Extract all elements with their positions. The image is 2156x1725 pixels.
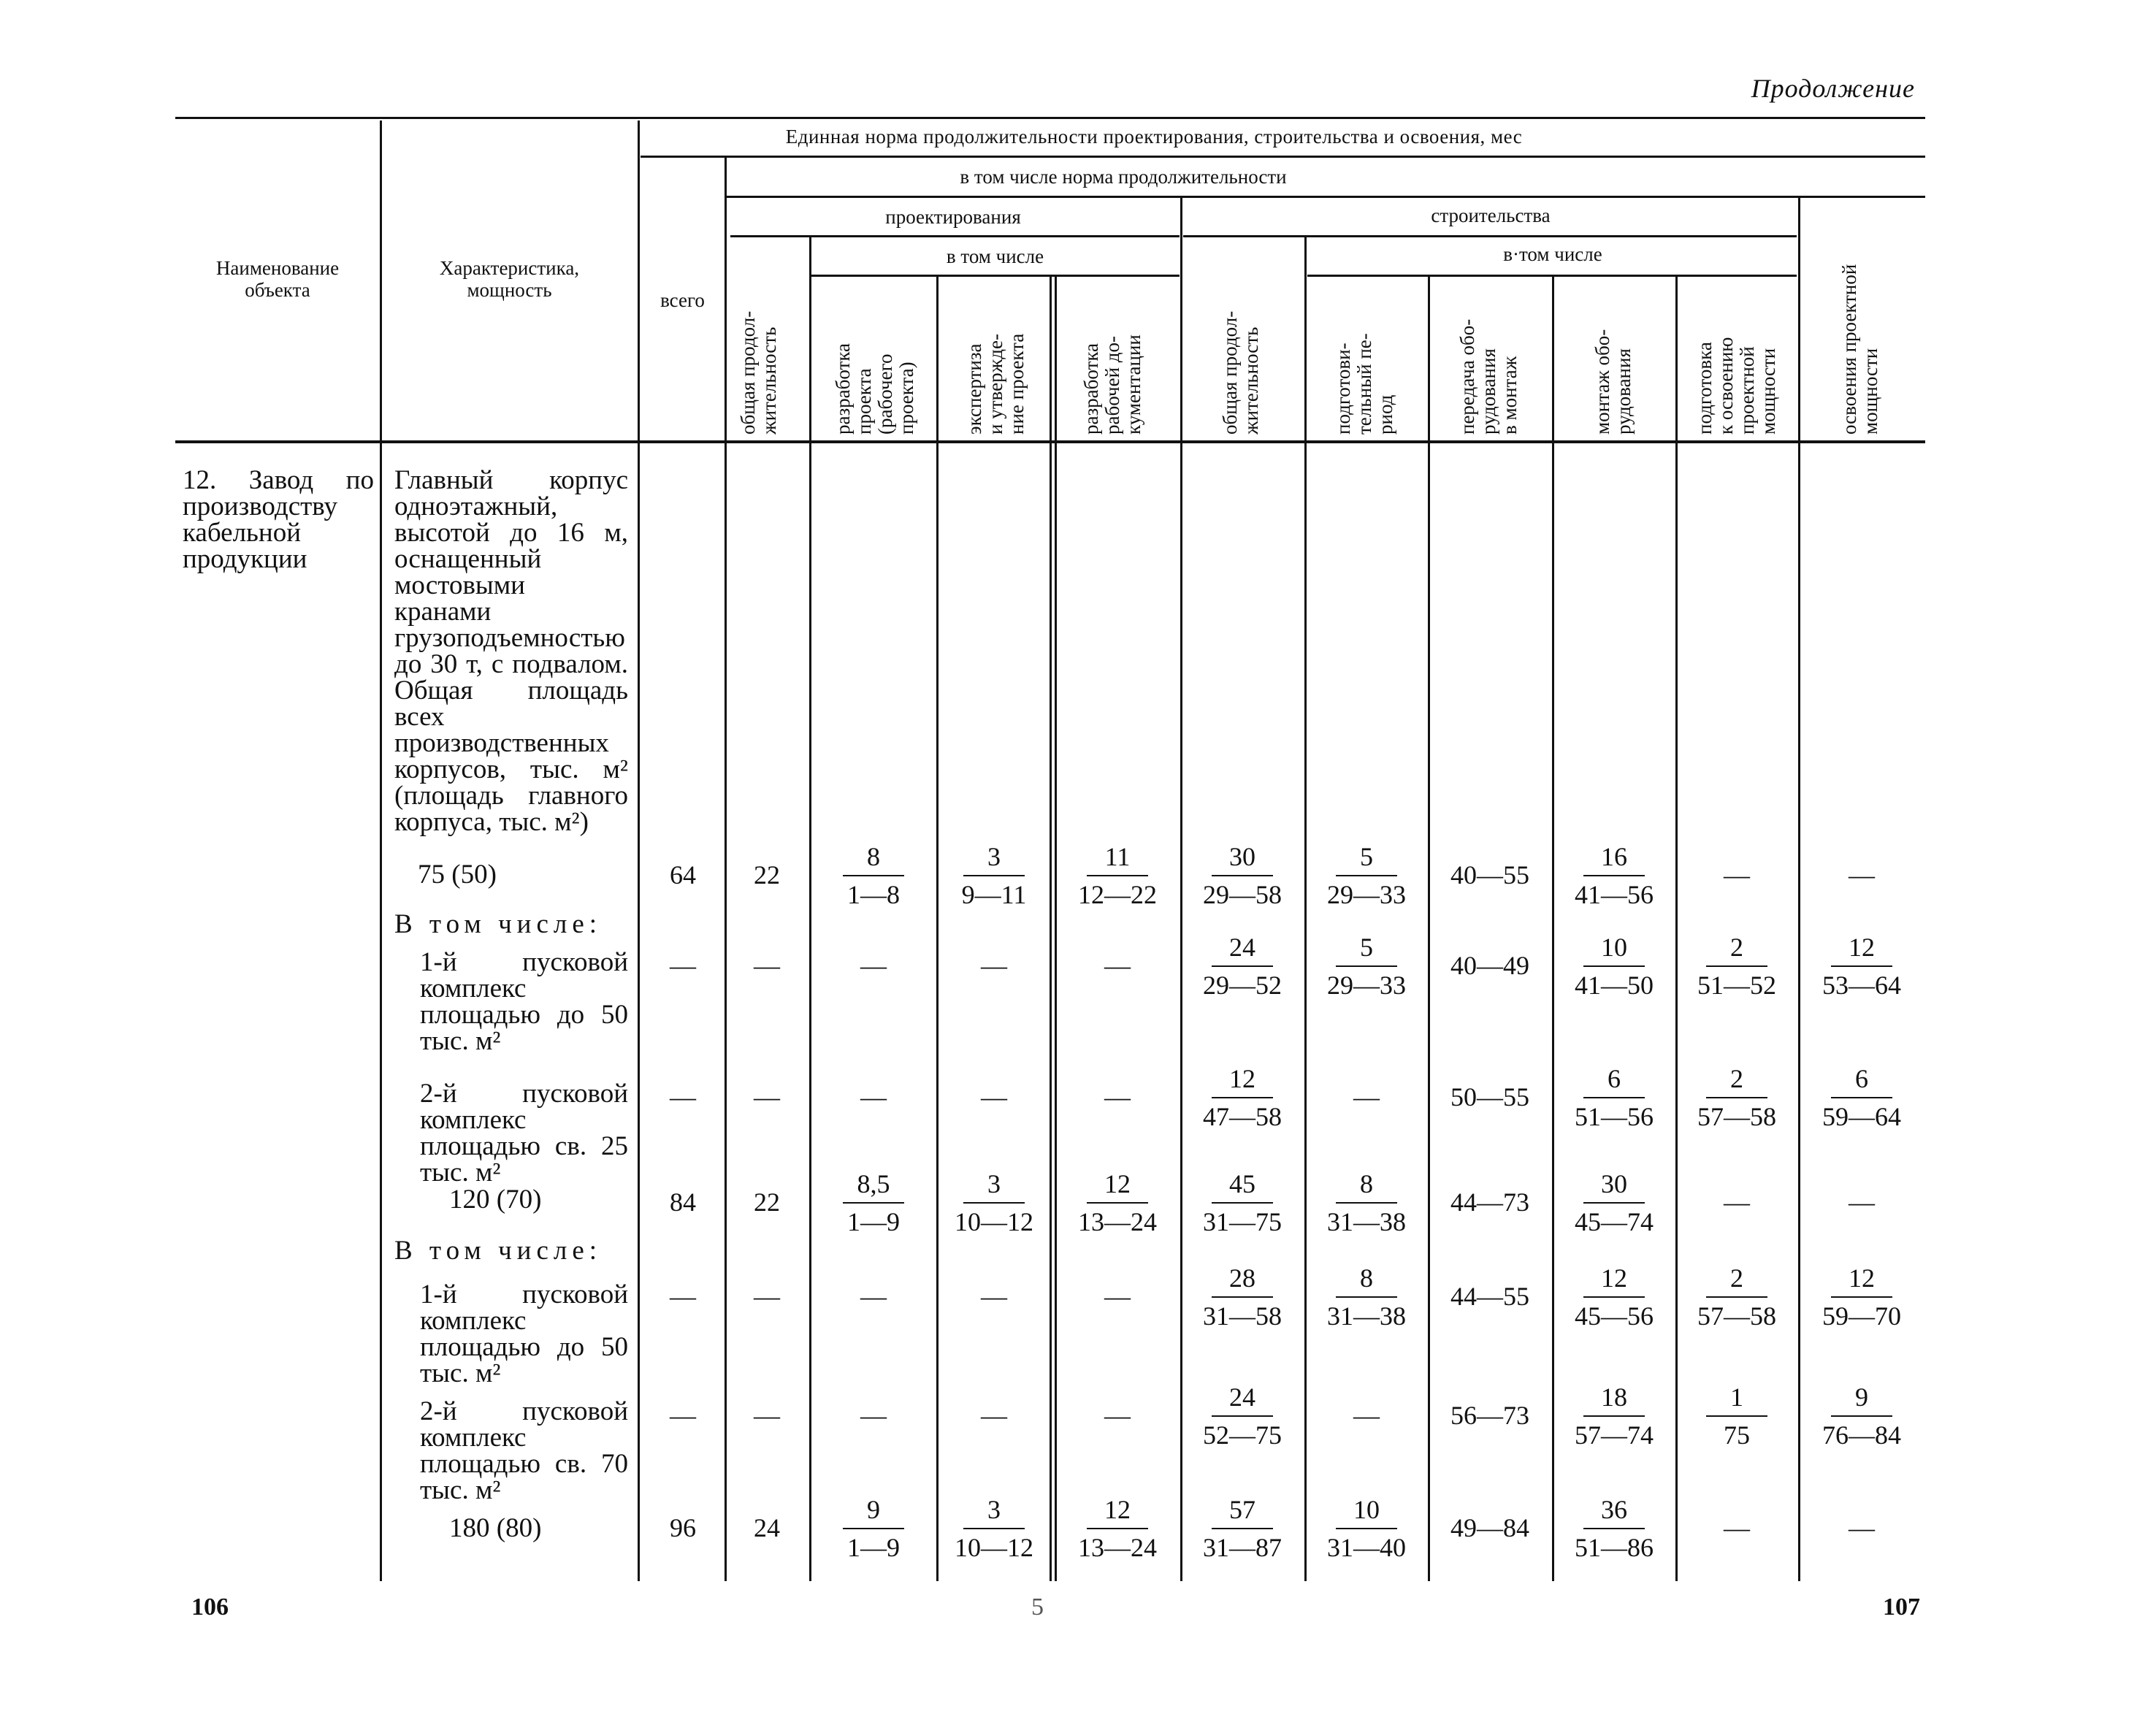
- fraction-bar: [1212, 1528, 1273, 1529]
- fraction-duration: 1: [1730, 1382, 1743, 1412]
- fraction-bar: [1831, 1097, 1892, 1098]
- fraction-cell-master: [1814, 932, 1909, 1001]
- header-constr-ready: подготовка к освоению проектной мощности: [1694, 337, 1779, 435]
- col-line-6a: [1050, 276, 1052, 1581]
- fraction-period: 57—58: [1697, 1301, 1776, 1331]
- fraction-period: 47—58: [1203, 1102, 1282, 1131]
- col-line-5: [936, 276, 939, 1581]
- value-cell-ctrans: 50—55: [1450, 1082, 1529, 1112]
- fraction-cell-cready: [1689, 932, 1784, 1001]
- header-design-expertise: экспертиза и утвержде- ние проекта: [963, 333, 1028, 435]
- col-line-7: [1180, 197, 1182, 1581]
- header-characteristic: Характеристика, мощность: [439, 257, 580, 301]
- fraction-bar: [1336, 875, 1397, 876]
- fraction-period: 31—75: [1203, 1207, 1282, 1236]
- fraction-bar: [1831, 965, 1892, 967]
- value-cell-cready: —: [1724, 1187, 1750, 1217]
- value-cell-master: —: [1849, 1187, 1875, 1217]
- fraction-period: 41—56: [1575, 880, 1654, 909]
- fraction-cell-master: [1814, 1063, 1909, 1132]
- fraction-period: 51—52: [1697, 971, 1776, 1000]
- col-line-2: [638, 121, 640, 1581]
- fraction-duration: 6: [1855, 1064, 1868, 1093]
- fraction-duration: 24: [1229, 933, 1255, 962]
- fraction-period: 29—33: [1327, 971, 1406, 1000]
- value-cell-dexp: —: [981, 1282, 1007, 1311]
- row-label-5: 120 (70): [449, 1185, 542, 1215]
- fraction-period: 29—52: [1203, 971, 1282, 1000]
- fraction-bar: [1583, 875, 1645, 876]
- fraction-cell-cgen: [1195, 841, 1290, 910]
- fraction-duration: 5: [1360, 933, 1373, 962]
- fraction-bar: [843, 1528, 904, 1529]
- fraction-cell-cmount: [1567, 932, 1662, 1001]
- fraction-bar: [1583, 965, 1645, 967]
- fraction-bar: [1212, 1202, 1273, 1204]
- fraction-period: 31—38: [1327, 1207, 1406, 1236]
- row-label-7: 1-й пусковой комплекс площадью до 50 тыс. м²: [420, 1280, 628, 1388]
- header-design-incl: в том числе: [946, 245, 1044, 267]
- header-incl: в том числе норма продолжительности: [960, 166, 1287, 188]
- header-constr-mount: монтаж обо- рудования: [1591, 329, 1635, 435]
- fraction-duration: 10: [1601, 933, 1627, 962]
- value-cell-cready: —: [1724, 860, 1750, 890]
- fraction-bar: [963, 1202, 1025, 1204]
- fraction-period: 1—8: [847, 880, 900, 909]
- fraction-bar: [1087, 1202, 1148, 1204]
- fraction-bar: [1583, 1202, 1645, 1204]
- header-design: проектирования: [885, 206, 1021, 228]
- fraction-cell-cmount: [1567, 1494, 1662, 1563]
- fraction-duration: 57: [1229, 1495, 1255, 1524]
- fraction-duration: 9: [1855, 1382, 1868, 1412]
- fraction-period: 31—58: [1203, 1301, 1282, 1331]
- fraction-bar: [1583, 1415, 1645, 1417]
- value-cell-master: —: [1849, 860, 1875, 890]
- value-cell-ddoc: —: [1104, 1282, 1131, 1311]
- fraction-bar: [1336, 1296, 1397, 1298]
- header-constr-transfer: передача обо- рудования в монтаж: [1456, 318, 1521, 435]
- value-cell-cprep: —: [1353, 1082, 1380, 1112]
- fraction-period: 13—24: [1078, 1207, 1157, 1236]
- value-cell-dexp: —: [981, 951, 1007, 980]
- fraction-duration: 12: [1601, 1263, 1627, 1293]
- value-cell-ctrans: 44—55: [1450, 1282, 1529, 1311]
- fraction-bar: [843, 1202, 904, 1204]
- fraction-period: 57—58: [1697, 1102, 1776, 1131]
- fraction-cell-cgen: [1195, 1494, 1290, 1563]
- col-line-11: [1675, 276, 1678, 1581]
- value-cell-total: 96: [670, 1513, 696, 1542]
- fraction-cell-dexp: [947, 841, 1041, 910]
- fraction-duration: 11: [1104, 842, 1131, 871]
- fraction-bar: [1583, 1097, 1645, 1098]
- fraction-period: 9—11: [961, 880, 1027, 909]
- fraction-cell-dproj: [826, 841, 921, 910]
- value-cell-total: 64: [670, 860, 696, 890]
- fraction-duration: 12: [1229, 1064, 1255, 1093]
- fraction-bar: [1087, 875, 1148, 876]
- rule-under-incl: [727, 196, 1925, 198]
- value-cell-ctrans: 44—73: [1450, 1187, 1529, 1217]
- value-cell-master: —: [1849, 1513, 1875, 1542]
- fraction-cell-ddoc: [1070, 1494, 1165, 1563]
- value-cell-total: —: [670, 1401, 696, 1430]
- fraction-cell-cready: [1689, 1063, 1784, 1132]
- value-cell-dgen: —: [754, 1282, 780, 1311]
- fraction-cell-cgen: [1195, 1263, 1290, 1331]
- fraction-duration: 2: [1730, 1263, 1743, 1293]
- fraction-duration: 18: [1601, 1382, 1627, 1412]
- row-label-4: 2-й пусковой комплекс площадью св. 25 тыс. м²: [420, 1079, 628, 1187]
- value-cell-ddoc: —: [1104, 951, 1131, 980]
- fraction-period: 75: [1724, 1420, 1750, 1450]
- fraction-duration: 2: [1730, 933, 1743, 962]
- fraction-bar: [1831, 1296, 1892, 1298]
- value-cell-dexp: —: [981, 1401, 1007, 1430]
- fraction-period: 51—86: [1575, 1533, 1654, 1562]
- fraction-bar: [1706, 965, 1767, 967]
- fraction-period: 59—70: [1822, 1301, 1901, 1331]
- value-cell-ddoc: —: [1104, 1401, 1131, 1430]
- header-constr-prep: подготови- тельный пе- риод: [1332, 333, 1396, 435]
- fraction-cell-cgen: [1195, 1063, 1290, 1132]
- table-top-border: [175, 117, 1925, 119]
- fraction-duration: 6: [1608, 1064, 1621, 1093]
- rule-under-constr: [1183, 235, 1797, 237]
- value-cell-dexp: —: [981, 1082, 1007, 1112]
- row-label-3: 1-й пусковой комплекс площадью до 50 тыс. м²: [420, 947, 628, 1056]
- fraction-cell-cprep: [1319, 932, 1414, 1001]
- value-cell-ctrans: 40—49: [1450, 951, 1529, 980]
- fraction-bar: [1212, 1097, 1273, 1098]
- fraction-period: 41—50: [1575, 971, 1654, 1000]
- fraction-duration: 9: [867, 1495, 880, 1524]
- fraction-bar: [963, 875, 1025, 876]
- fraction-period: 45—56: [1575, 1301, 1654, 1331]
- value-cell-ctrans: 49—84: [1450, 1513, 1529, 1542]
- fraction-cell-cready: [1689, 1382, 1784, 1450]
- value-cell-ctrans: 56—73: [1450, 1401, 1529, 1430]
- fraction-bar: [1212, 1415, 1273, 1417]
- value-cell-dgen: 22: [754, 860, 780, 890]
- object-characteristic: Главный корпус одноэтажный, высотой до 16 м, оснащенный мостовыми кранами грузоподъемностью до 30 т, с подвалом. Общая площадь всех производственных корпусов, тыс. м² (площадь главного корпуса, тыс. м²): [394, 465, 628, 837]
- fraction-cell-ddoc: [1070, 1169, 1165, 1237]
- fraction-period: 31—40: [1327, 1533, 1406, 1562]
- value-cell-cready: —: [1724, 1513, 1750, 1542]
- fraction-cell-cready: [1689, 1263, 1784, 1331]
- fraction-period: 51—56: [1575, 1102, 1654, 1131]
- fraction-cell-dexp: [947, 1494, 1041, 1563]
- fraction-bar: [843, 875, 904, 876]
- row-label-6: В том числе:: [394, 1236, 603, 1266]
- fraction-cell-ddoc: [1070, 841, 1165, 910]
- value-cell-total: —: [670, 1282, 696, 1311]
- fraction-cell-dproj: [826, 1494, 921, 1563]
- fraction-period: 10—12: [955, 1207, 1033, 1236]
- fraction-duration: 16: [1601, 842, 1627, 871]
- fraction-duration: 30: [1229, 842, 1255, 871]
- value-cell-dgen: —: [754, 1401, 780, 1430]
- fraction-period: 31—38: [1327, 1301, 1406, 1331]
- fraction-period: 12—22: [1078, 880, 1157, 909]
- fraction-cell-cgen: [1195, 932, 1290, 1001]
- fraction-cell-dproj: [826, 1169, 921, 1237]
- page-number-right: 107: [1883, 1594, 1920, 1621]
- fraction-duration: 2: [1730, 1064, 1743, 1093]
- fraction-bar: [1336, 1202, 1397, 1204]
- header-constr-general: общая продол- жительность: [1219, 310, 1262, 435]
- col-line-6b: [1055, 276, 1057, 1581]
- fraction-cell-dexp: [947, 1169, 1041, 1237]
- row-label-2: В том числе:: [394, 909, 603, 939]
- fraction-bar: [1087, 1528, 1148, 1529]
- fraction-bar: [1583, 1296, 1645, 1298]
- rule-under-main: [641, 156, 1925, 158]
- fraction-duration: 12: [1104, 1169, 1131, 1198]
- col-line-12: [1798, 197, 1800, 1581]
- value-cell-dgen: 22: [754, 1187, 780, 1217]
- fraction-duration: 3: [987, 1495, 1001, 1524]
- fraction-duration: 8: [1360, 1263, 1373, 1293]
- fraction-cell-cmount: [1567, 1263, 1662, 1331]
- fraction-bar: [1212, 875, 1273, 876]
- col-line-4: [809, 237, 811, 1581]
- header-constr: строительства: [1431, 204, 1551, 226]
- fraction-period: 1—9: [847, 1207, 900, 1236]
- fraction-bar: [1706, 1296, 1767, 1298]
- header-main: Единная норма продолжительности проектирования, строительства и освоения, мес: [785, 126, 1523, 148]
- fraction-bar: [1212, 965, 1273, 967]
- fraction-duration: 24: [1229, 1382, 1255, 1412]
- fraction-bar: [1336, 965, 1397, 967]
- fraction-duration: 10: [1353, 1495, 1380, 1524]
- fraction-period: 1—9: [847, 1533, 900, 1562]
- fraction-period: 59—64: [1822, 1102, 1901, 1131]
- fraction-duration: 30: [1601, 1169, 1627, 1198]
- value-cell-total: 84: [670, 1187, 696, 1217]
- fraction-cell-cprep: [1319, 1494, 1414, 1563]
- fraction-cell-cprep: [1319, 1263, 1414, 1331]
- row-label-8: 2-й пусковой комплекс площадью св. 70 тыс. м²: [420, 1396, 628, 1505]
- value-cell-dproj: —: [860, 1401, 887, 1430]
- fraction-period: 57—74: [1575, 1420, 1654, 1450]
- fraction-cell-cprep: [1319, 841, 1414, 910]
- fraction-cell-cprep: [1319, 1169, 1414, 1237]
- rule-under-design: [730, 235, 1180, 237]
- col-line-1: [380, 121, 382, 1581]
- value-cell-dgen: —: [754, 951, 780, 980]
- fraction-cell-master: [1814, 1263, 1909, 1331]
- object-name: 12. Завод по производству кабельной продукции: [183, 465, 374, 574]
- header-design-project: разработка проекта (рабочего проекта): [832, 343, 917, 435]
- fraction-cell-cmount: [1567, 1063, 1662, 1132]
- value-cell-dproj: —: [860, 951, 887, 980]
- value-cell-dgen: 24: [754, 1513, 780, 1542]
- value-cell-total: —: [670, 951, 696, 980]
- fraction-cell-master: [1814, 1382, 1909, 1450]
- fraction-period: 52—75: [1203, 1420, 1282, 1450]
- fraction-bar: [963, 1528, 1025, 1529]
- fraction-cell-cmount: [1567, 1382, 1662, 1450]
- fraction-period: 31—87: [1203, 1533, 1282, 1562]
- value-cell-dproj: —: [860, 1282, 887, 1311]
- header-mastering: освоения проектной мощности: [1838, 264, 1881, 435]
- fraction-period: 10—12: [955, 1533, 1033, 1562]
- value-cell-total: —: [670, 1082, 696, 1112]
- col-line-8: [1304, 237, 1307, 1581]
- fraction-duration: 5: [1360, 842, 1373, 871]
- header-constr-incl: в·том числе: [1503, 243, 1602, 265]
- fraction-period: 53—64: [1822, 971, 1901, 1000]
- fraction-duration: 3: [987, 842, 1001, 871]
- fraction-duration: 12: [1104, 1495, 1131, 1524]
- fraction-bar: [1706, 1097, 1767, 1098]
- row-label-9: 180 (80): [449, 1513, 542, 1543]
- fraction-duration: 8: [1360, 1169, 1373, 1198]
- fraction-bar: [1336, 1528, 1397, 1529]
- fraction-duration: 12: [1849, 1263, 1875, 1293]
- page-number-center: 5: [1031, 1594, 1044, 1621]
- value-cell-dgen: —: [754, 1082, 780, 1112]
- fraction-duration: 12: [1849, 933, 1875, 962]
- fraction-duration: 45: [1229, 1169, 1255, 1198]
- fraction-bar: [1706, 1415, 1767, 1417]
- fraction-bar: [1212, 1296, 1273, 1298]
- fraction-period: 13—24: [1078, 1533, 1157, 1562]
- row-label-1: 75 (50): [418, 860, 497, 890]
- fraction-duration: 8: [867, 842, 880, 871]
- col-line-10: [1552, 276, 1554, 1581]
- fraction-bar: [1583, 1528, 1645, 1529]
- fraction-period: 76—84: [1822, 1420, 1901, 1450]
- col-line-9: [1428, 276, 1430, 1581]
- header-total: всего: [660, 289, 705, 311]
- fraction-duration: 36: [1601, 1495, 1627, 1524]
- value-cell-dproj: —: [860, 1082, 887, 1112]
- fraction-duration: 28: [1229, 1263, 1255, 1293]
- value-cell-ctrans: 40—55: [1450, 860, 1529, 890]
- header-design-docs: разработка рабочей до- кументации: [1080, 334, 1144, 435]
- continuation-label: Продолжение: [1751, 74, 1915, 103]
- fraction-cell-cgen: [1195, 1169, 1290, 1237]
- fraction-duration: 8,5: [857, 1169, 890, 1198]
- header-name: Наименование объекта: [215, 257, 340, 301]
- rule-under-design-incl: [811, 275, 1180, 277]
- value-cell-cprep: —: [1353, 1401, 1380, 1430]
- header-design-general: общая продол- жительность: [737, 310, 780, 435]
- page-number-left: 106: [191, 1594, 229, 1621]
- fraction-cell-cmount: [1567, 841, 1662, 910]
- fraction-bar: [1831, 1415, 1892, 1417]
- fraction-cell-cmount: [1567, 1169, 1662, 1237]
- fraction-cell-cgen: [1195, 1382, 1290, 1450]
- fraction-duration: 3: [987, 1169, 1001, 1198]
- value-cell-ddoc: —: [1104, 1082, 1131, 1112]
- fraction-period: 29—33: [1327, 880, 1406, 909]
- fraction-period: 45—74: [1575, 1207, 1654, 1236]
- fraction-period: 29—58: [1203, 880, 1282, 909]
